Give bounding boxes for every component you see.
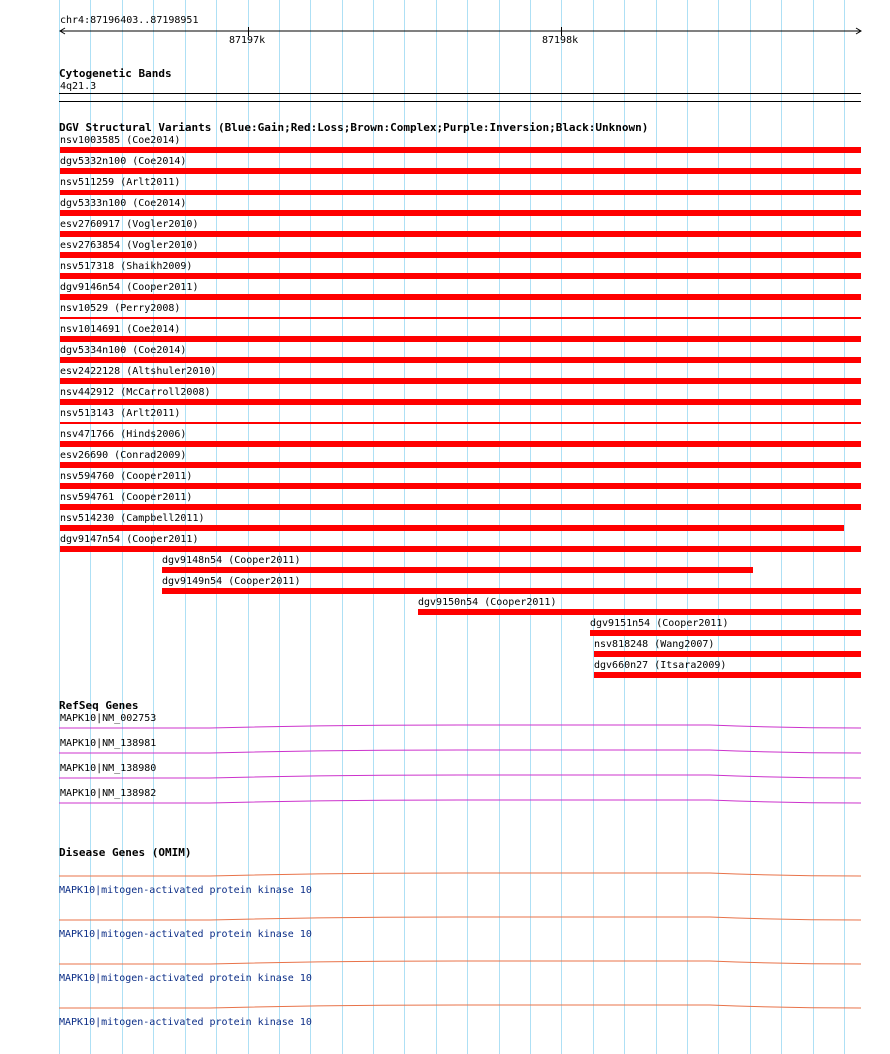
variant-label[interactable]: nsv1003585 (Coe2014) [60, 135, 181, 146]
variant-label[interactable]: nsv594760 (Cooper2011) [60, 471, 193, 482]
refseq-gene-label[interactable]: MAPK10|NM_138980 [60, 763, 157, 774]
variant-label[interactable]: dgv9147n54 (Cooper2011) [60, 534, 199, 545]
variant-label[interactable]: dgv9151n54 (Cooper2011) [590, 618, 729, 629]
refseq-track-title[interactable]: RefSeq Genes [59, 699, 139, 712]
variant-label[interactable]: dgv5333n100 (Coe2014) [60, 198, 187, 209]
variant-label[interactable]: dgv9149n54 (Cooper2011) [162, 576, 301, 587]
variant-label[interactable]: esv2763854 (Vogler2010) [60, 240, 199, 251]
omim-track-title[interactable]: Disease Genes (OMIM) [59, 846, 192, 859]
omim-gene-label[interactable]: MAPK10|mitogen-activated protein kinase 10 [59, 973, 312, 984]
variant-label[interactable]: nsv1014691 (Coe2014) [60, 324, 181, 335]
omim-gene-label[interactable]: MAPK10|mitogen-activated protein kinase 10 [59, 885, 312, 896]
variant-label[interactable]: nsv594761 (Cooper2011) [60, 492, 193, 503]
variant-label[interactable]: dgv9146n54 (Cooper2011) [60, 282, 199, 293]
omim-gene-label[interactable]: MAPK10|mitogen-activated protein kinase 10 [59, 1017, 312, 1028]
variant-label[interactable]: dgv5334n100 (Coe2014) [60, 345, 187, 356]
variant-label[interactable]: esv2422128 (Altshuler2010) [60, 366, 217, 377]
cytoband-label: 4q21.3 [60, 81, 97, 92]
variant-label[interactable]: dgv660n27 (Itsara2009) [594, 660, 727, 671]
variant-label[interactable]: nsv818248 (Wang2007) [594, 639, 715, 650]
variant-label[interactable]: nsv10529 (Perry2008) [60, 303, 181, 314]
refseq-gene-label[interactable]: MAPK10|NM_138981 [60, 738, 157, 749]
variant-label[interactable]: nsv514230 (Campbell2011) [60, 513, 205, 524]
variant-label[interactable]: nsv471766 (Hinds2006) [60, 429, 187, 440]
variant-label[interactable]: nsv513143 (Arlt2011) [60, 408, 181, 419]
variant-label[interactable]: dgv9148n54 (Cooper2011) [162, 555, 301, 566]
cytoband-track-title[interactable]: Cytogenetic Bands [59, 67, 172, 80]
variant-label[interactable]: dgv9150n54 (Cooper2011) [418, 597, 557, 608]
ruler-tick-label: 87198k [542, 35, 579, 46]
refseq-gene-label[interactable]: MAPK10|NM_002753 [60, 713, 157, 724]
variant-label[interactable]: nsv517318 (Shaikh2009) [60, 261, 193, 272]
omim-gene-label[interactable]: MAPK10|mitogen-activated protein kinase 10 [59, 929, 312, 940]
dgv-track-title[interactable]: DGV Structural Variants (Blue:Gain;Red:Loss;Brown:Complex;Purple:Inversion;Black:Unknown) [59, 121, 649, 134]
variant-label[interactable]: esv2760917 (Vogler2010) [60, 219, 199, 230]
region-coordinates: chr4:87196403..87198951 [60, 15, 199, 26]
variant-label[interactable]: nsv511259 (Arlt2011) [60, 177, 181, 188]
refseq-gene-label[interactable]: MAPK10|NM_138982 [60, 788, 157, 799]
variant-label[interactable]: esv26690 (Conrad2009) [60, 450, 187, 461]
variant-label[interactable]: dgv5332n100 (Coe2014) [60, 156, 187, 167]
variant-label[interactable]: nsv442912 (McCarroll2008) [60, 387, 211, 398]
ruler-tick-label: 87197k [229, 35, 266, 46]
